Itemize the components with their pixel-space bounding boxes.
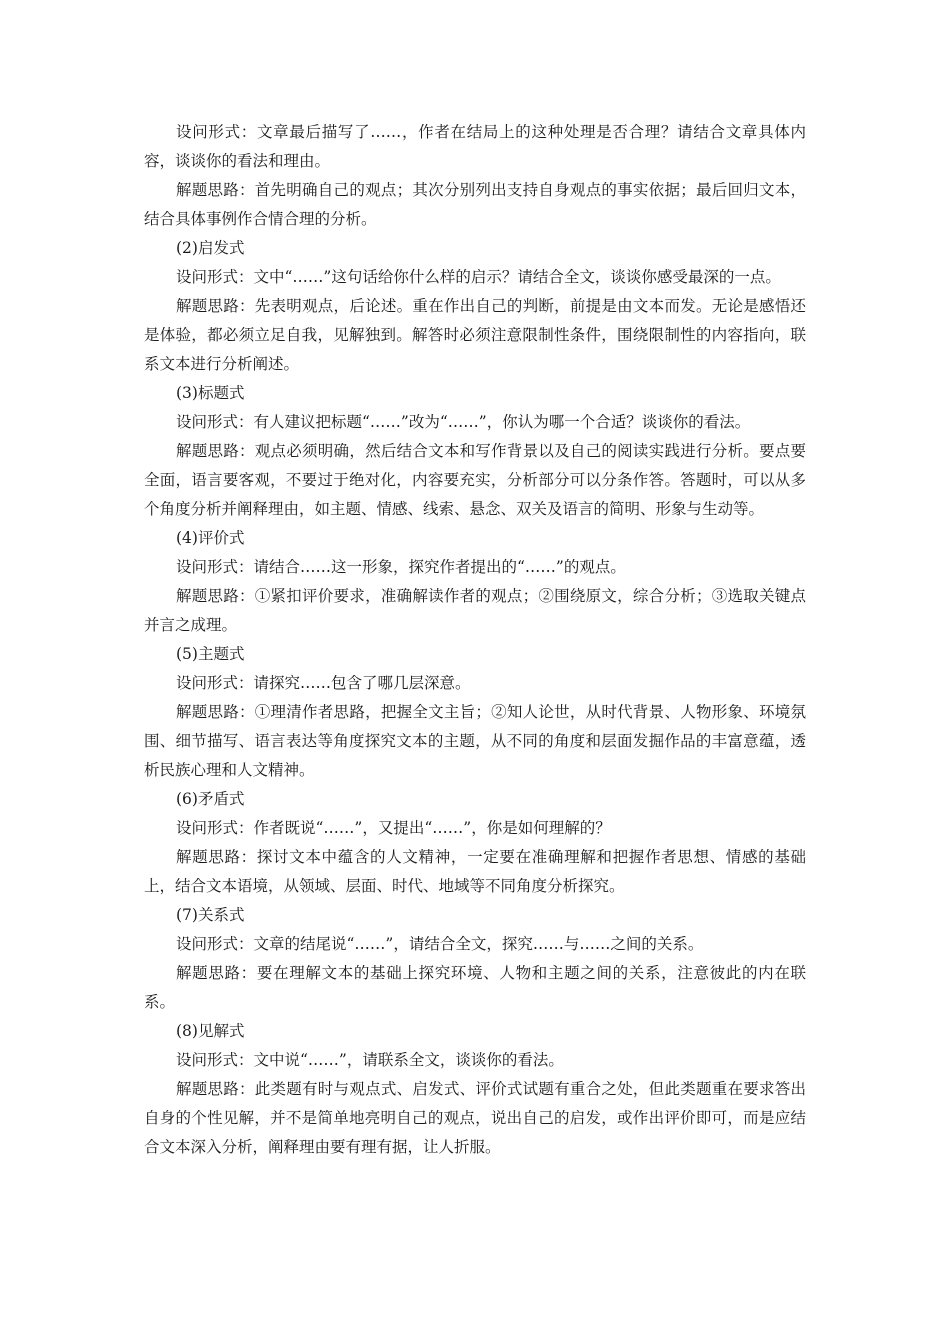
paragraph-approach-2: 解题思路：先表明观点，后论述。重在作出自己的判断，前提是由文本而发。无论是感悟还是体验，都必须立足自我，见解独到。解答时必须注意限制性条件，围绕限制性的内容指向，联系文本进行分析阐述。: [144, 297, 806, 373]
paragraph-question-form-7: 设问形式：文章的结尾说“……”，请结合全文，探究……与……之间的关系。: [176, 935, 704, 953]
paragraph-approach-4: 解题思路：①紧扣评价要求，准确解读作者的观点；②围绕原文，综合分析；③选取关键点并言之成理。: [144, 587, 806, 634]
paragraph-question-form-3: 设问形式：有人建议把标题“……”改为“……”，你认为哪一个合适？谈谈你的看法。: [176, 413, 751, 431]
document-body: [144, 118, 806, 1162]
heading-theme-type: (5)主题式: [176, 645, 245, 663]
paragraph-question-form-4: 设问形式：请结合……这一形象，探究作者提出的“……”的观点。: [176, 558, 626, 576]
paragraph-approach-3: 解题思路：观点必须明确，然后结合文本和写作背景以及自己的阅读实践进行分析。要点要全面，语言要客观，不要过于绝对化，内容要充实，分析部分可以分条作答。答题时，可以从多个角度分析并阐释理由，如主题、情感、线索、悬念、双关及语言的简明、形象与生动等。: [144, 442, 806, 518]
heading-title-type: (3)标题式: [176, 384, 245, 402]
paragraph-approach-1: 解题思路：首先明确自己的观点；其次分别列出支持自身观点的事实依据；最后回归文本，结合具体事例作合情合理的分析。: [144, 181, 806, 228]
heading-relationship-type: (7)关系式: [176, 906, 245, 924]
paragraph-question-form-2: 设问形式：文中“……”这句话给你什么样的启示？请结合全文，谈谈你感受最深的一点。: [176, 268, 781, 286]
paragraph-approach-5: 解题思路：①理清作者思路，把握全文主旨；②知人论世，从时代背景、人物形象、环境氛围、细节描写、语言表达等角度探究文本的主题，从不同的角度和层面发掘作品的丰富意蕴，透析民族心理和人文精神。: [144, 703, 806, 779]
heading-enlightenment-type: (2)启发式: [176, 239, 245, 257]
paragraph-question-form-1: 设问形式：文章最后描写了……，作者在结局上的这种处理是否合理？请结合文章具体内容，谈谈你的看法和理由。: [144, 123, 806, 170]
heading-evaluation-type: (4)评价式: [176, 529, 245, 547]
paragraph-question-form-8: 设问形式：文中说“……”，请联系全文，谈谈你的看法。: [176, 1051, 564, 1069]
paragraph-approach-7: 解题思路：要在理解文本的基础上探究环境、人物和主题之间的关系，注意彼此的内在联系。: [144, 964, 806, 1011]
paragraph-approach-8: 解题思路：此类题有时与观点式、启发式、评价式试题有重合之处，但此类题重在要求答出自身的个性见解，并不是简单地亮明自己的观点，说出自己的启发，或作出评价即可，而是应结合文本深入分析，阐释理由要有理有据，让人折服。: [144, 1080, 806, 1156]
paragraph-question-form-5: 设问形式：请探究……包含了哪几层深意。: [176, 674, 471, 692]
heading-contradiction-type: (6)矛盾式: [176, 790, 245, 808]
paragraph-approach-6: 解题思路：探讨文本中蕴含的人文精神，一定要在准确理解和把握作者思想、情感的基础上，结合文本语境，从领域、层面、时代、地域等不同角度分析探究。: [144, 848, 806, 895]
heading-opinion-type: (8)见解式: [176, 1022, 245, 1040]
paragraph-question-form-6: 设问形式：作者既说“……”，又提出“……”，你是如何理解的？: [176, 819, 611, 837]
